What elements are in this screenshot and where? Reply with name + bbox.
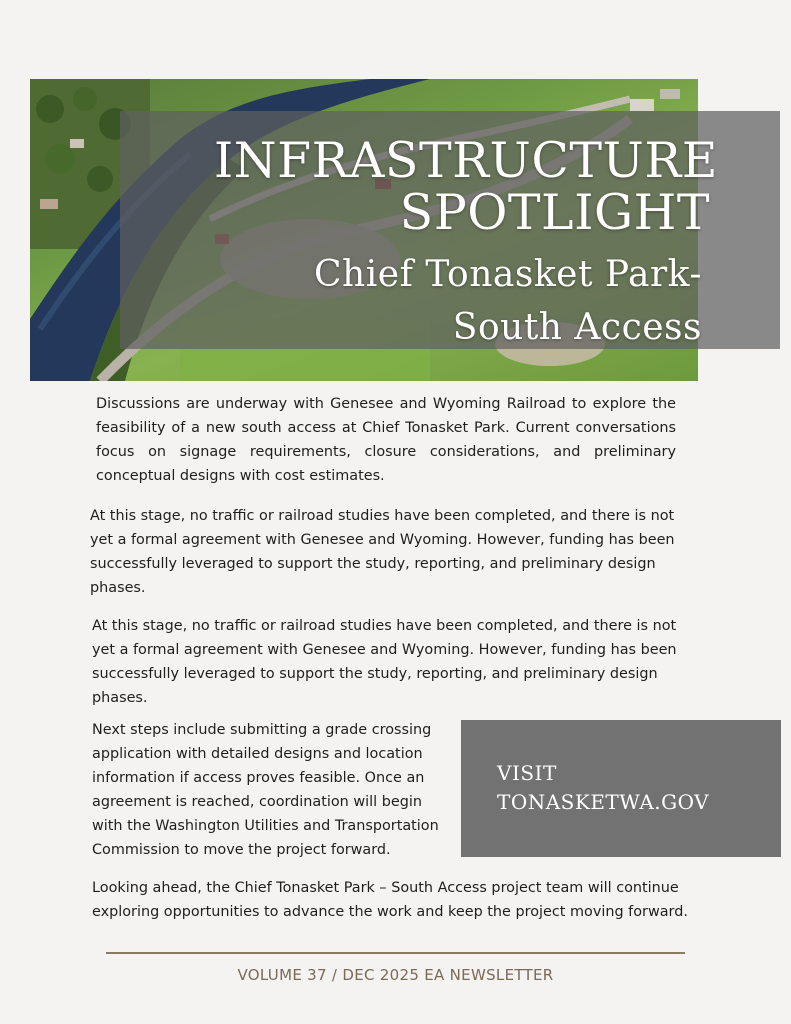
headline-line-2: SPOTLIGHT: [399, 184, 710, 241]
website-link[interactable]: TONASKETWA.GOV: [497, 790, 710, 814]
visit-website-callout[interactable]: [461, 720, 781, 857]
body-paragraph-2: At this stage, no traffic or railroad studies have been completed, and there is not yet a formal agreement with Genesee and Wyoming. However, funding has been successfully leveraged to support the study, reporting, and preliminary design phases.: [90, 508, 675, 596]
footer-divider: [106, 952, 685, 954]
body-paragraph-4: Next steps include submitting a grade crossing application with detailed designs and location information if access proves feasible. Once an agreement is reached, coordination will begin with the Washington Utilities and Transportation Commission to move the project forward.: [92, 722, 439, 858]
subtitle-line-2: South Access: [452, 307, 702, 348]
headline-line-1: INFRASTRUCTURE: [213, 132, 718, 189]
body-paragraph-5: Looking ahead, the Chief Tonasket Park – South Access project team will continue exploring opportunities to advance the work and keep the project moving forward.: [92, 880, 688, 920]
title-overlay: [120, 111, 780, 349]
visit-label: VISIT: [497, 761, 557, 785]
body-paragraph-1: Discussions are underway with Genesee and Wyoming Railroad to explore the feasibility of a new south access at Chief Tonasket Park. Current conversations focus on signage requirements, closure considerations, and preliminary conceptual designs with cost estimates.: [96, 396, 676, 484]
body-paragraph-3: At this stage, no traffic or railroad studies have been completed, and there is not yet a formal agreement with Genesee and Wyoming. However, funding has been successfully leveraged to support the study, reporting, and preliminary design phases.: [92, 618, 677, 706]
subtitle-line-1: Chief Tonasket Park-: [314, 254, 702, 295]
newsletter-footer: VOLUME 37 / DEC 2025 EA NEWSLETTER: [237, 966, 554, 984]
